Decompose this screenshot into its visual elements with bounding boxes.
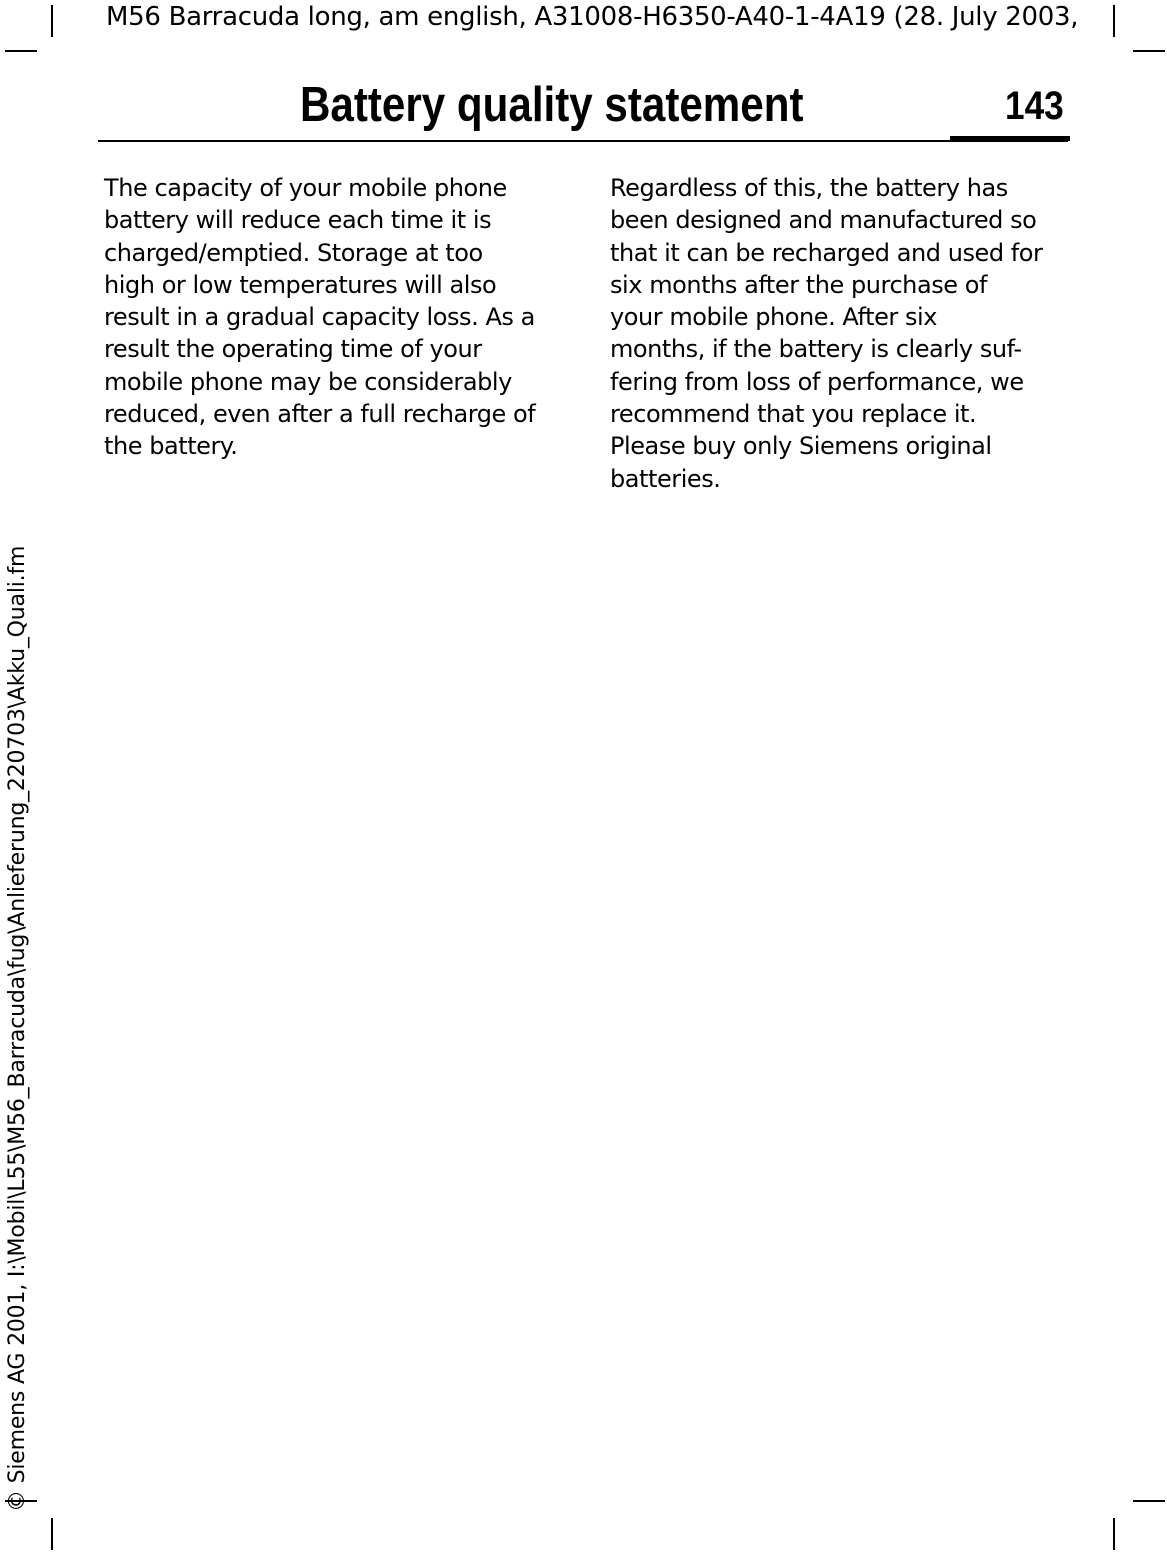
text-line: battery will reduce each time it is: [104, 206, 492, 235]
text-line: your mobile phone. After six: [610, 303, 938, 332]
crop-mark-bottom-right-horizontal: [1133, 1500, 1165, 1502]
text-line: Please buy only Siemens original: [610, 432, 992, 461]
crop-mark-top-left-horizontal: [5, 50, 37, 52]
text-line: result in a gradual capacity loss. As a: [104, 303, 535, 332]
page-number-rule: [950, 136, 1070, 141]
right-column: [610, 172, 1070, 495]
text-line: recommend that you replace it.: [610, 400, 977, 429]
text-line: months, if the battery is clearly suf-: [610, 335, 1022, 364]
crop-mark-top-left-vertical: [51, 5, 53, 37]
text-line: charged/emptied. Storage at too: [104, 238, 483, 267]
text-line: been designed and manufactured so: [610, 206, 1037, 235]
page-number: 143: [1005, 84, 1064, 128]
crop-mark-top-right-horizontal: [1133, 50, 1165, 52]
text-line: reduced, even after a full recharge of: [104, 400, 536, 429]
text-line: Regardless of this, the battery has: [610, 174, 1008, 202]
left-column: [104, 172, 564, 463]
text-line: six months after the purchase of: [610, 270, 987, 299]
text-line: high or low temperatures will also: [104, 270, 497, 299]
text-line: the battery.: [104, 432, 238, 461]
right-paragraph: [610, 172, 1070, 495]
text-line: The capacity of your mobile phone: [104, 174, 507, 202]
text-line: fering from loss of performance, we: [610, 367, 1024, 396]
left-paragraph: [104, 172, 564, 463]
crop-mark-top-right-vertical: [1113, 5, 1115, 37]
text-line: result the operating time of your: [104, 335, 482, 364]
text-line: that it can be recharged and used for: [610, 238, 1043, 267]
crop-mark-bottom-left-vertical: [51, 1518, 53, 1550]
header-rule: [98, 140, 1068, 142]
running-head: M56 Barracuda long, am english, A31008-H6350-A40-1-4A19 (28. July 2003,: [106, 2, 1079, 32]
crop-mark-bottom-right-vertical: [1113, 1518, 1115, 1550]
text-line: mobile phone may be considerably: [104, 367, 512, 396]
text-line: batteries.: [610, 464, 721, 493]
side-file-path-note: © Siemens AG 2001, I:\Mobil\L55\M56_Barracuda\fug\Anlieferung_220703\Akku_Quali.fm: [5, 545, 30, 1512]
page-title: Battery quality statement: [300, 78, 804, 132]
